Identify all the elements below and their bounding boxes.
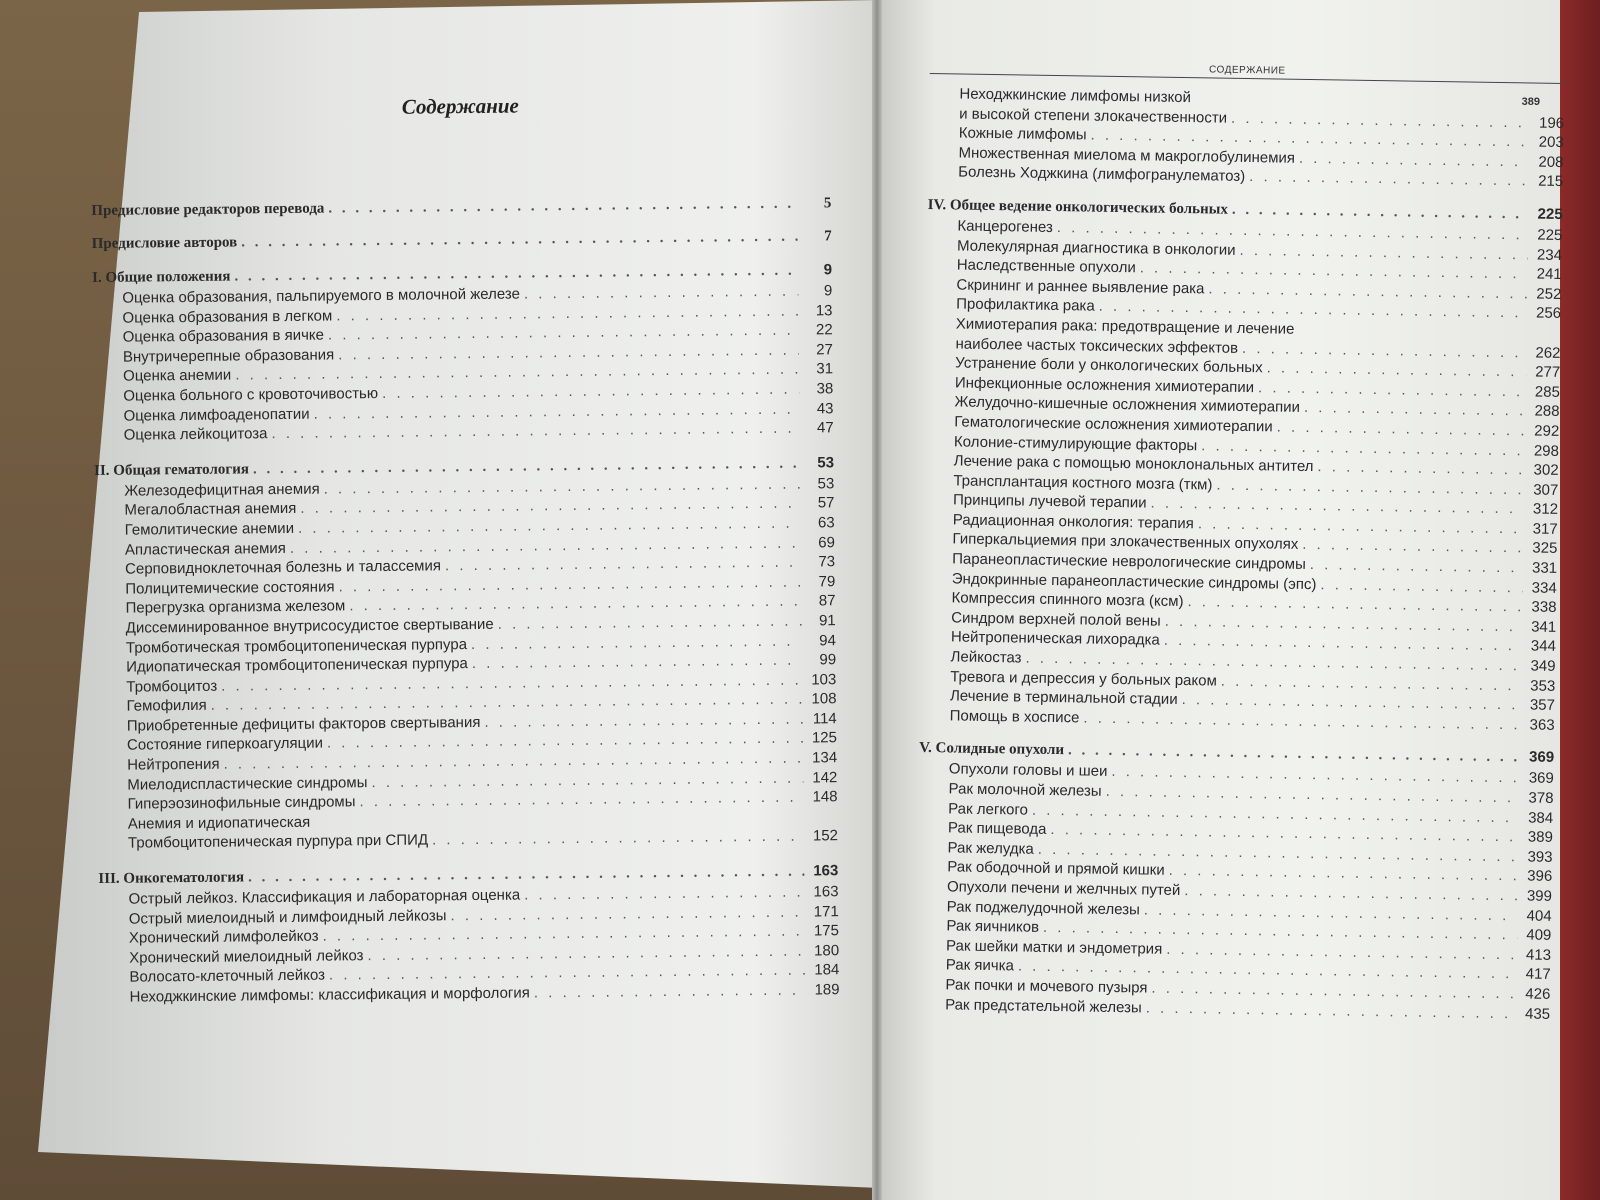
entry-page-number: 134 — [812, 749, 838, 767]
entry-page-number: 292 — [1534, 422, 1560, 440]
entry-page-number: 114 — [812, 710, 837, 728]
entry-label: Рак желудка — [947, 839, 1034, 858]
entry-label: Оценка образования в яичке — [122, 326, 325, 346]
entry-page-number: 94 — [819, 631, 836, 649]
entry-page-number: 69 — [818, 533, 835, 551]
entry-label: Железодефицитная анемия — [124, 480, 320, 500]
entry-label: Гемофилия — [126, 697, 207, 715]
section-list — [92, 261, 840, 1007]
entry-label: Скрининг и раннее выявление рака — [956, 276, 1205, 298]
entry-page-number: 5 — [823, 195, 832, 212]
entry-label: Оценка анемии — [123, 366, 232, 386]
entry-label: Компрессия спинного мозга (ксм) — [951, 589, 1184, 611]
entry-page-number: 435 — [1524, 1004, 1551, 1023]
entry-page-number: 171 — [813, 902, 839, 921]
entry-page-number: 189 — [814, 981, 840, 999]
entry-label: Рак пищевода — [947, 819, 1047, 839]
entry-label: Болезнь Ходжкина (лимфогранулематоз) — [958, 163, 1246, 186]
entry-page-number: 148 — [812, 788, 838, 806]
entry-label: Оценка больного с кровоточивостью — [123, 384, 379, 405]
entry-page-number: 285 — [1534, 383, 1560, 401]
entry-page-number: 331 — [1531, 559, 1558, 577]
entry-label: Лечение в терминальной стадии — [949, 687, 1178, 709]
entry-page-number: 163 — [813, 862, 839, 880]
entry-page-number: 357 — [1529, 696, 1556, 715]
entry-label: Рак легкого — [948, 799, 1029, 819]
entry-label: Мегалобластная анемия — [124, 500, 297, 520]
entry-label: Гематологические осложнения химиотерапии — [954, 413, 1273, 436]
leader-dots — [328, 196, 797, 218]
entry-page-number: 302 — [1533, 461, 1559, 480]
entry-page-number: 389 — [1527, 828, 1553, 847]
entry-page-number: 288 — [1534, 402, 1560, 421]
entry-label: Опухоли печени и желчных путей — [946, 878, 1181, 900]
entry-page-number: 404 — [1526, 907, 1552, 925]
entry-label: Гиперэозинофильные синдромы — [127, 793, 356, 813]
entry-page-number: 241 — [1536, 265, 1562, 284]
entry-label: Тревога и депрессия у больных раком — [950, 668, 1217, 690]
entry-page-number: 47 — [816, 419, 834, 437]
entry-label: Инфекционные осложнения химиотерапии — [954, 374, 1255, 396]
entry-label: Предисловие редакторов перевода — [91, 200, 325, 219]
entry-page-number: 325 — [1532, 539, 1558, 558]
entry-label: Идиопатическая тромбоцитопеническая пурпура — [126, 655, 468, 676]
entry-page-number: 363 — [1529, 716, 1555, 734]
entry-label: Устранение боли у онкологических больных — [955, 354, 1263, 377]
entry-label: Опухоли головы и шеи — [948, 760, 1108, 781]
entry-label: III. Онкогематология — [98, 869, 245, 887]
entry-page-number: 399 — [1526, 887, 1553, 905]
entry-label: Тромботическая тромбоцитопеническая пурпура — [125, 635, 468, 657]
entry-page-number: 298 — [1533, 442, 1560, 460]
entry-page-number: 63 — [817, 514, 835, 532]
entry-label: Перегрузка организма железом — [125, 597, 346, 617]
entry-page-number: 7 — [824, 228, 832, 245]
entry-label: Эндокринные паранеопластические синдромы (эпс) — [951, 570, 1317, 593]
entry-label: Анемия и идиопатическая — [127, 813, 311, 833]
entry-page-number: 409 — [1526, 926, 1552, 945]
entry-label: Рак поджелудочной железы — [946, 897, 1140, 918]
entry-label: Оценка образования в легком — [122, 307, 333, 327]
entry-label: Миелодиспластические синдромы — [127, 773, 368, 794]
entry-label: Лейкостаз — [950, 648, 1022, 667]
entry-label: Острый лейкоз. Классификация и лабораторная оценка — [128, 886, 521, 908]
entry-page-number: 312 — [1532, 500, 1559, 519]
entry-label: Канцерогенез — [957, 217, 1054, 236]
entry-label: Оценка образования, пальпируемого в молочной железе — [122, 285, 521, 307]
entry-label: Острый миелоидный и лимфоидный лейкозы — [128, 906, 447, 928]
entry-label: Рак почки и мочевого пузыря — [945, 976, 1148, 997]
entry-page-number: 99 — [819, 651, 837, 669]
entry-page-number: 426 — [1525, 985, 1551, 1003]
preface-list — [91, 195, 831, 253]
entry-label: Рак шейки матки и эндометрия — [945, 937, 1163, 958]
entry-label: II. Общая гематология — [94, 461, 249, 479]
entry-page-number: 317 — [1532, 520, 1558, 538]
entry-page-number: 341 — [1531, 618, 1557, 636]
preface-entry — [92, 228, 832, 253]
entry-label: Принципы лучевой терапии — [952, 491, 1147, 512]
entry-page-number: 43 — [816, 399, 834, 417]
entry-page-number: 9 — [823, 282, 833, 300]
entry-label: Множественная миелома м макроглобулинемия — [958, 144, 1296, 167]
entry-page-number: 184 — [814, 961, 840, 979]
entry-page-number: 413 — [1525, 946, 1552, 964]
entry-label: IV. Общее ведение онкологических больных — [927, 196, 1229, 218]
entry-page-number: 252 — [1536, 285, 1562, 303]
entry-label: Оценка лейкоцитоза — [123, 425, 268, 444]
entry-label: Нейтропеническая лихорадка — [950, 628, 1160, 650]
entry-label: Радиационная онкология: терапия — [952, 511, 1195, 533]
entry-page-number: 353 — [1530, 677, 1556, 695]
entry-page-number: 79 — [818, 572, 836, 591]
entry-label: V. Солидные опухоли — [919, 740, 1065, 759]
page-number: 389 — [1521, 96, 1540, 108]
entry-page-number: 13 — [815, 301, 833, 320]
preface-entry — [91, 195, 831, 220]
entry-label: Гиперкальциемия при злокачественных опухолях — [952, 530, 1299, 554]
entry-label: Профилактика рака — [956, 295, 1095, 315]
leader-dots — [1249, 167, 1529, 191]
entry-label: Колоние-стимулирующие факторы — [953, 432, 1198, 454]
entry-label: Тромбоцитопеническая пурпура при СПИД — [127, 831, 429, 853]
entry-label: Синдром верхней полой вены — [951, 609, 1161, 630]
entry-page-number: 225 — [1537, 226, 1563, 244]
entry-label: Гемолитические анемии — [124, 519, 295, 539]
entry-label: Нейтропения — [127, 755, 220, 774]
entry-page-number: 378 — [1528, 789, 1554, 807]
entry-page-number: 103 — [811, 670, 837, 689]
entry-page-number: 307 — [1533, 481, 1559, 499]
entry-page-number: 22 — [815, 321, 833, 339]
leader-dots — [534, 981, 806, 1003]
entry-label: Помощь в хосписе — [949, 707, 1080, 727]
entry-label: Полицитемические состояния — [125, 578, 335, 598]
entry-page-number: 344 — [1530, 637, 1556, 656]
section-list — [915, 196, 1563, 1024]
entry-page-number: 256 — [1535, 304, 1562, 323]
entry-page-number: 196 — [1538, 114, 1565, 132]
entry-label: Рак яичка — [945, 956, 1015, 975]
running-header: СОДЕРЖАНИЕ — [1209, 64, 1286, 77]
entry-label: Лечение рака с помощью моноклональных антител — [953, 452, 1314, 476]
entry-label: Серповидноклеточная болезнь и талассемия — [125, 557, 442, 578]
entry-page-number: 53 — [817, 453, 835, 472]
entry-label: Оценка лимфоаденопатии — [123, 405, 310, 425]
entry-label: Кожные лимфомы — [958, 124, 1087, 144]
entry-label: Хронический лимфолейкоз — [128, 927, 319, 947]
continued-list — [928, 84, 1564, 192]
entry-page-number: 57 — [817, 494, 835, 512]
entry-page-number: 208 — [1538, 153, 1564, 171]
entry-page-number: 417 — [1525, 965, 1551, 984]
entry-label: Рак яичников — [946, 917, 1040, 936]
entry-label: I. Общие положения — [91, 268, 231, 286]
entry-page-number: 234 — [1536, 246, 1563, 264]
entry-page-number: 108 — [811, 690, 837, 708]
entry-page-number: 125 — [811, 729, 838, 747]
entry-page-number: 262 — [1535, 344, 1561, 362]
entry-label: Волосато-клеточный лейкоз — [129, 966, 326, 987]
entry-page-number: 142 — [812, 768, 838, 787]
entry-page-number: 163 — [813, 883, 839, 901]
book-spine — [872, 0, 882, 1200]
book-cover-edge — [1560, 0, 1600, 1200]
entry-page-number: 180 — [814, 942, 840, 960]
entry-label: Желудочно-кишечные осложнения химиотерапии — [954, 393, 1301, 417]
entry-label: Молекулярная диагностика в онкологии — [956, 237, 1236, 259]
entry-label: Паранеопластические неврологические синдромы — [952, 550, 1306, 574]
leader-dots — [432, 827, 804, 850]
entry-page-number: 203 — [1538, 133, 1564, 152]
entry-label: Неходжкинские лимфомы низкой — [959, 85, 1192, 107]
entry-label: Неходжкинские лимфомы: классификация и морфология — [129, 984, 530, 1006]
entry-page-number: 31 — [816, 360, 834, 378]
entry-page-number: 215 — [1538, 172, 1564, 191]
entry-page-number: 87 — [818, 592, 836, 610]
right-page-content — [915, 60, 1565, 1024]
entry-page-number: 369 — [1528, 748, 1555, 767]
entry-page-number: 277 — [1535, 363, 1561, 382]
entry-label: Диссеминированное внутрисосудистое свертывание — [125, 615, 494, 637]
entry-label: Химиотерапия рака: предотвращение и лечение — [955, 315, 1295, 338]
entry-page-number: 349 — [1530, 657, 1556, 675]
entry-label: Рак ободочной и прямой кишки — [947, 858, 1165, 880]
entry-label: наиболее частых токсических эффектов — [955, 334, 1239, 357]
entry-label: Внутричерепные образования — [122, 346, 335, 366]
entry-page-number: 396 — [1527, 867, 1553, 886]
entry-label: Хронический миелоидный лейкоз — [129, 946, 364, 967]
entry-page-number: 73 — [818, 553, 836, 571]
page-title: Содержание — [401, 93, 519, 119]
leader-dots — [241, 229, 798, 252]
entry-label: Рак предстательной железы — [945, 995, 1142, 1016]
entry-page-number: 384 — [1528, 809, 1554, 827]
entry-label: Трансплантация костного мозга (ткм) — [953, 472, 1213, 494]
entry-label: Рак молочной железы — [948, 780, 1102, 800]
entry-page-number: 9 — [823, 261, 833, 279]
entry-page-number: 91 — [818, 612, 836, 630]
leader-dots — [1232, 202, 1529, 224]
entry-page-number: 369 — [1528, 769, 1554, 788]
left-page-content — [90, 72, 840, 1007]
entry-page-number: 53 — [817, 474, 835, 493]
entry-label: Тромбоцитоз — [126, 677, 218, 696]
entry-page-number: 338 — [1531, 598, 1557, 617]
entry-label: Состояние гиперкоагуляции — [126, 735, 324, 755]
entry-page-number: 334 — [1531, 579, 1557, 597]
entry-page-number: 152 — [812, 827, 839, 845]
entry-label: Приобретенные дефициты факторов свертывания — [126, 713, 481, 735]
leader-dots — [271, 419, 799, 444]
entry-page-number: 38 — [816, 380, 834, 398]
entry-page-number: 27 — [816, 341, 833, 359]
entry-page-number: 225 — [1537, 205, 1563, 223]
entry-label: Предисловие авторов — [91, 234, 238, 252]
entry-label: Наследственные опухоли — [956, 256, 1136, 277]
entry-page-number: 175 — [813, 922, 840, 940]
entry-page-number: 393 — [1527, 848, 1553, 866]
entry-label: и высокой степени злокачественности — [959, 105, 1228, 127]
entry-label: Апластическая анемия — [124, 539, 286, 559]
